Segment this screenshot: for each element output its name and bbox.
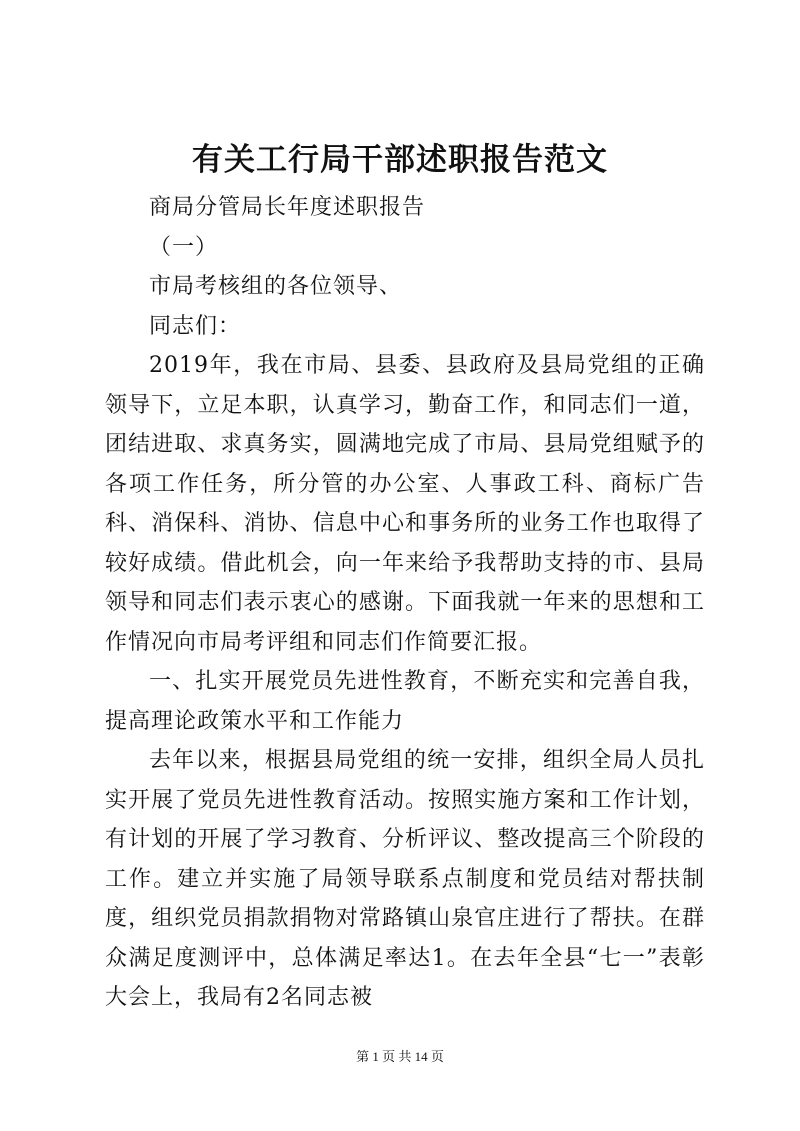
body-paragraph: 去年以来，根据县局党组的统一安排，组织全局人员扎实开展了党员先进性教育活动。按照实施方案和工作计划，有计划的开展了学习教育、分析评议、整改提高三个阶段的工作。建立并实施了局领导联系点制度和党员结对帮扶制度，组织党员捐款捐物对常路镇山泉官庄进行了帮扶。在群众满足度测评中，总体满足率达1。在去年全县“七一”表彰大会上，我局有2名同志被	[105, 748, 705, 1010]
section-number-paragraph: （一）	[149, 234, 219, 260]
subtitle-paragraph: 商局分管局长年度述职报告	[149, 195, 426, 220]
section-heading-paragraph: 一、扎实开展党员先进性教育，不断充实和完善自我，提高理论政策水平和工作能力	[105, 669, 705, 734]
intro-paragraph: 2019年，我在市局、县委、县政府及县局党组的正确领导下，立足本职，认真学习，勤奋工作，和同志们一道，团结进取、求真务实，圆满地完成了市局、县局党组赋予的各项工作任务，所分管的办公室、人事政工科、商标广告科、消保科、消协、信息中心和事务所的业务工作也取得了较好成绩。借此机会，向一年来给予我帮助支持的市、县局领导和同志们表示衷心的感谢。下面我就一年来的思想和工作情况向市局考评组和同志们作简要汇报。	[105, 353, 705, 655]
document-body	[105, 188, 705, 1018]
document-title: 有关工行局干部述职报告范文	[192, 142, 608, 178]
salutation-paragraph: 市局考核组的各位领导、	[149, 274, 403, 299]
greeting-paragraph: 同志们：	[149, 313, 242, 339]
page-footer: 第 1 页 共 14 页	[356, 1049, 444, 1064]
